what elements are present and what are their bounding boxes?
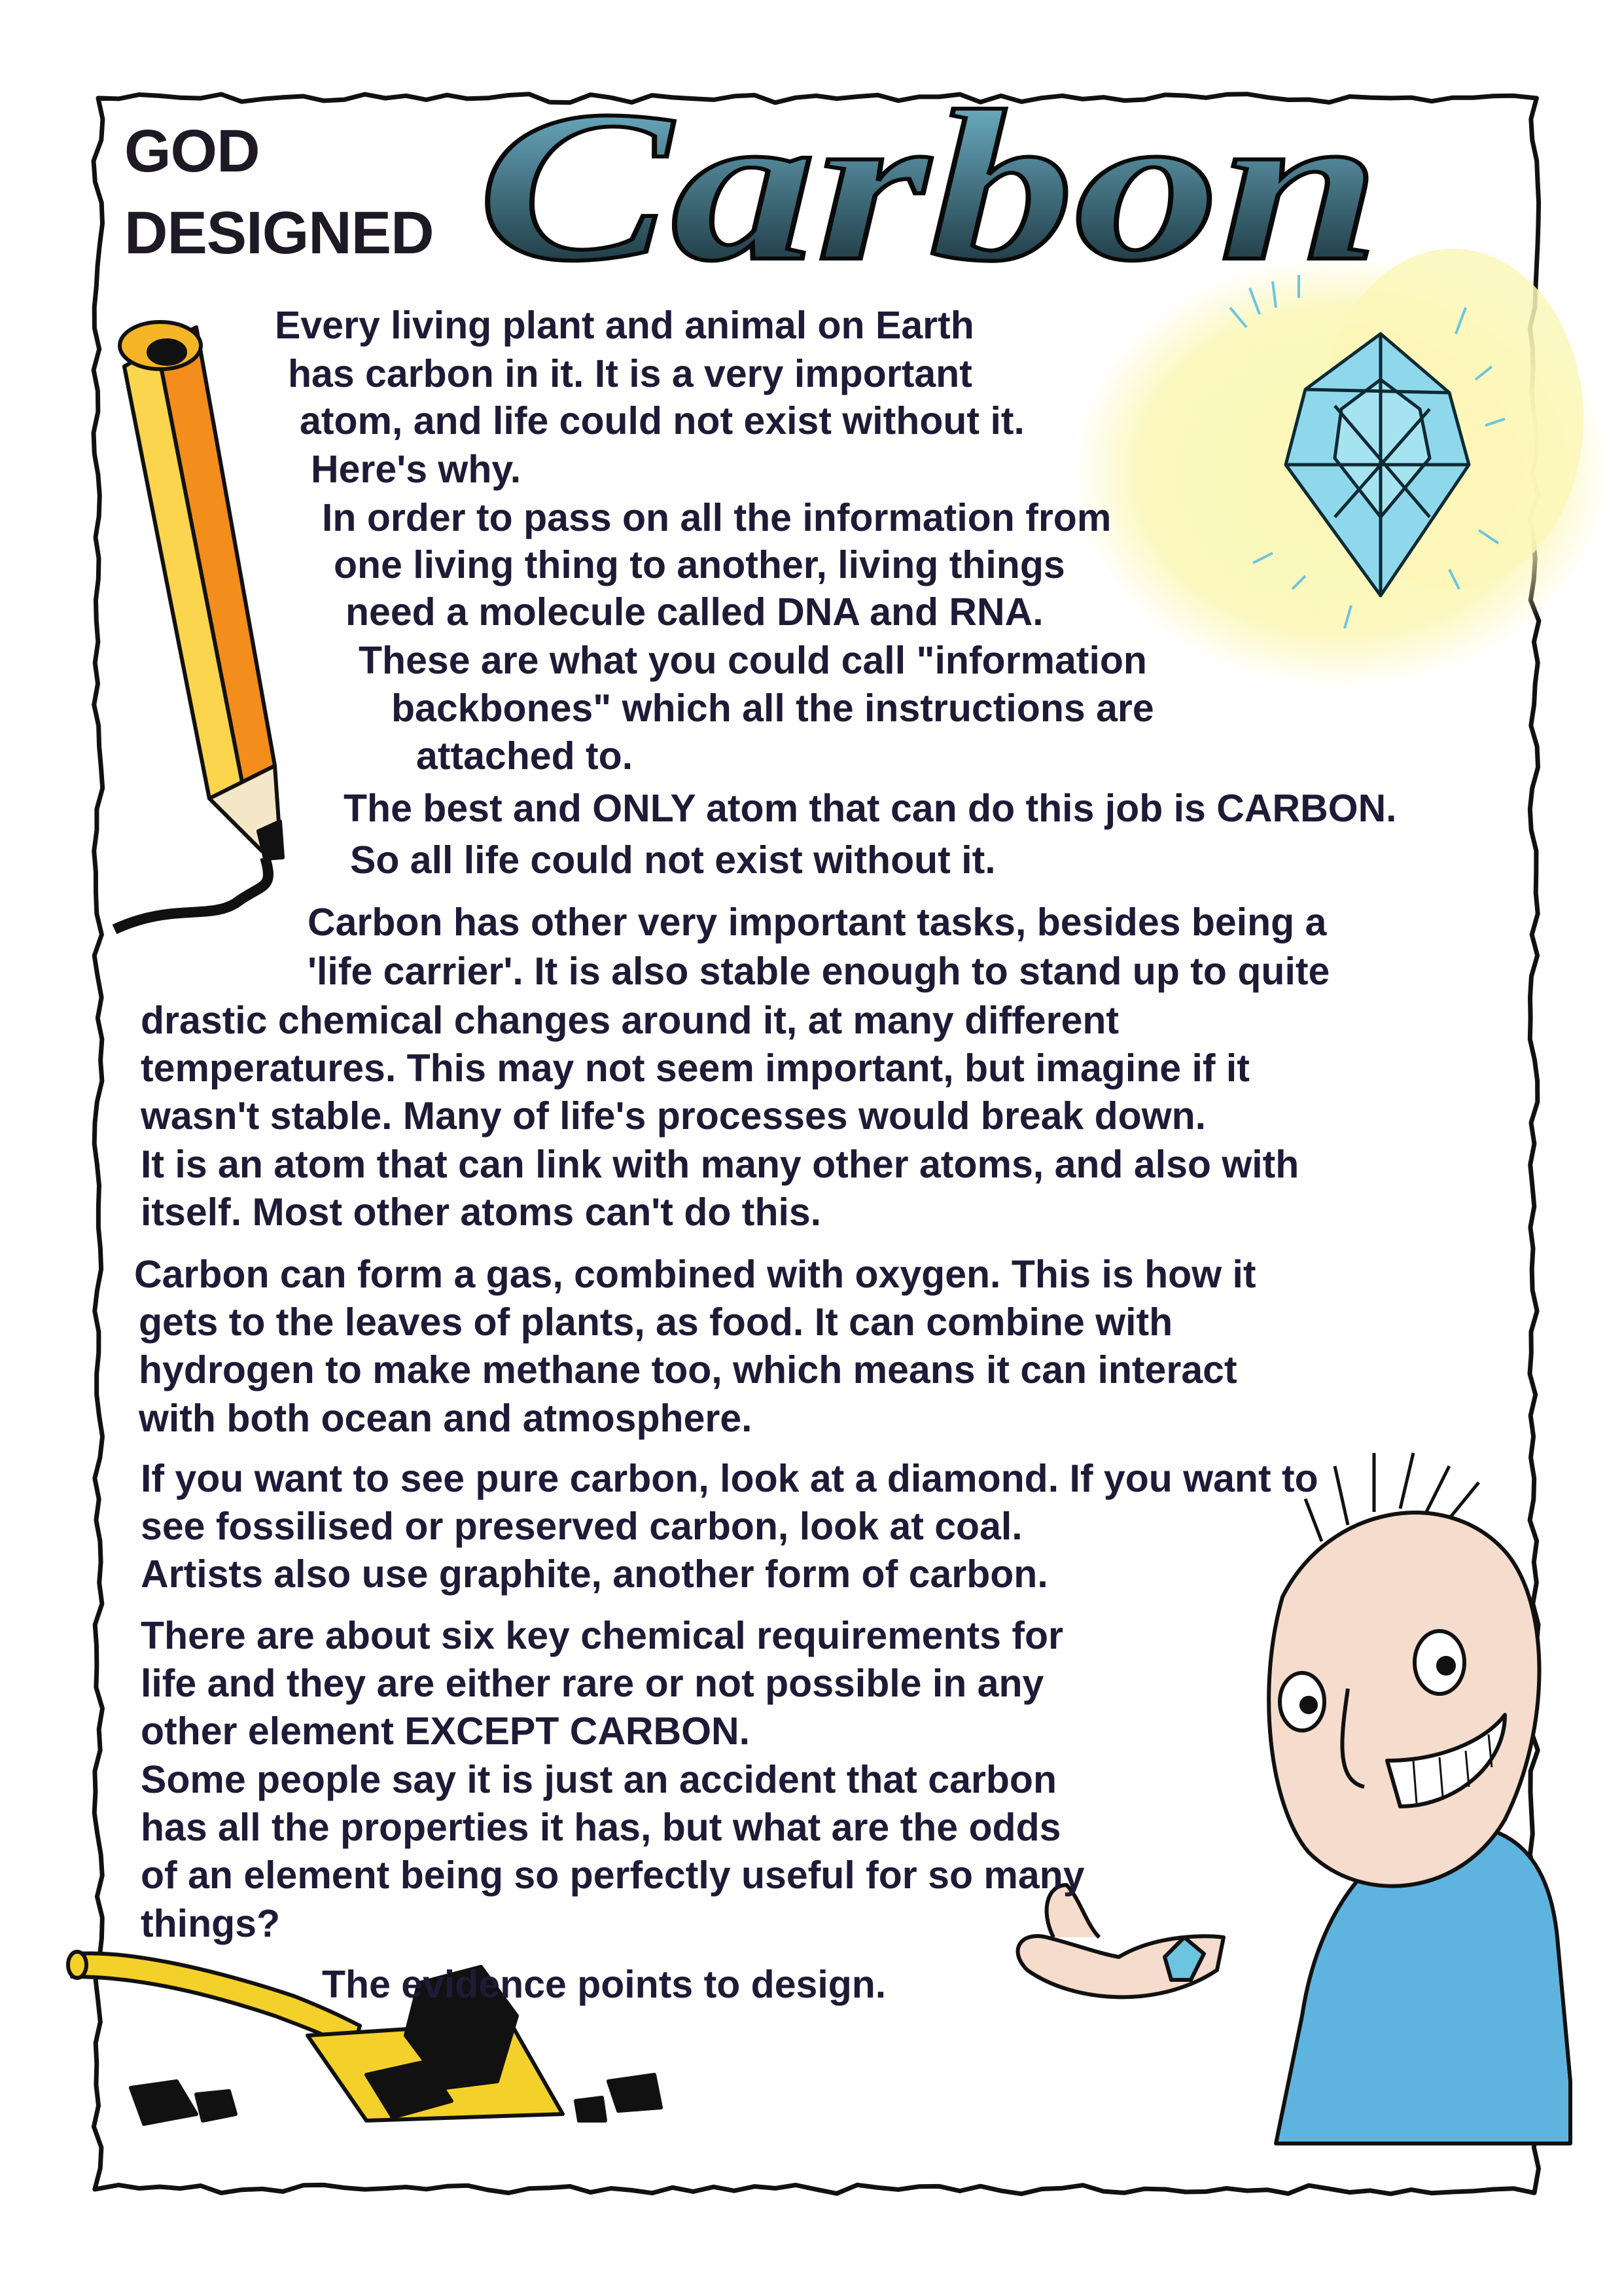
text-line: 'life carrier'. It is also stable enough to stand up to quite bbox=[308, 950, 1330, 993]
text-line: wasn't stable. Many of life's processes would break down. bbox=[141, 1094, 1207, 1138]
text-line: atom, and life could not exist without it. bbox=[300, 399, 1025, 442]
text-line: one living thing to another, living things bbox=[334, 543, 1065, 586]
text-line: These are what you could call "information bbox=[359, 639, 1147, 682]
text-line: The best and ONLY atom that can do this job is CARBON. bbox=[344, 787, 1397, 830]
title-designed: DESIGNED bbox=[124, 200, 434, 266]
text-line: drastic chemical changes around it, at many different bbox=[141, 999, 1120, 1042]
text-line: Artists also use graphite, another form of carbon. bbox=[141, 1552, 1048, 1596]
text-line: hydrogen to make methane too, which means it can interact bbox=[139, 1348, 1237, 1391]
text-line: attached to. bbox=[416, 734, 633, 778]
text-line: There are about six key chemical requirements for bbox=[141, 1614, 1064, 1657]
text-line: gets to the leaves of plants, as food. It can combine with bbox=[139, 1300, 1173, 1344]
text-line: has all the properties it has, but what are the odds bbox=[141, 1806, 1061, 1849]
text-line: Here's why. bbox=[311, 448, 521, 491]
text-line: other element EXCEPT CARBON. bbox=[141, 1710, 750, 1753]
text-line: of an element being so perfectly useful for so many bbox=[141, 1854, 1085, 1897]
text-line: If you want to see pure carbon, look at a diamond. If you want to bbox=[141, 1457, 1318, 1500]
text-line: need a molecule called DNA and RNA. bbox=[345, 590, 1044, 634]
text-line: Some people say it is just an accident that carbon bbox=[141, 1758, 1057, 1801]
text-line: things? bbox=[141, 1902, 281, 1945]
text-line: itself. Most other atoms can't do this. bbox=[141, 1191, 822, 1234]
text-line: Every living plant and animal on Earth bbox=[275, 304, 974, 347]
text-line: has carbon in it. It is a very important bbox=[288, 352, 972, 395]
text-line: Carbon has other very important tasks, besides being a bbox=[308, 901, 1327, 944]
text-line: It is an atom that can link with many other atoms, and also with bbox=[141, 1143, 1299, 1186]
text-line: The evidence points to design. bbox=[322, 1963, 887, 2006]
text-line: life and they are either rare or not possible in any bbox=[141, 1662, 1044, 1705]
text-line: So all life could not exist without it. bbox=[350, 838, 996, 882]
text-line: temperatures. This may not seem important, but imagine if it bbox=[141, 1047, 1250, 1090]
text-line: Carbon can form a gas, combined with oxygen. This is how it bbox=[134, 1253, 1256, 1296]
smiling-man-illustration bbox=[1018, 1453, 1570, 2144]
text-line: see fossilised or preserved carbon, look at coal. bbox=[141, 1505, 1023, 1548]
text-line: with both ocean and atmosphere. bbox=[139, 1397, 752, 1440]
carbon-title: Carbon bbox=[478, 67, 1381, 306]
text-line: backbones" which all the instructions are bbox=[391, 687, 1154, 730]
pencil-icon bbox=[115, 322, 283, 929]
title-god: GOD bbox=[124, 118, 260, 185]
text-line: In order to pass on all the information from bbox=[322, 496, 1112, 539]
